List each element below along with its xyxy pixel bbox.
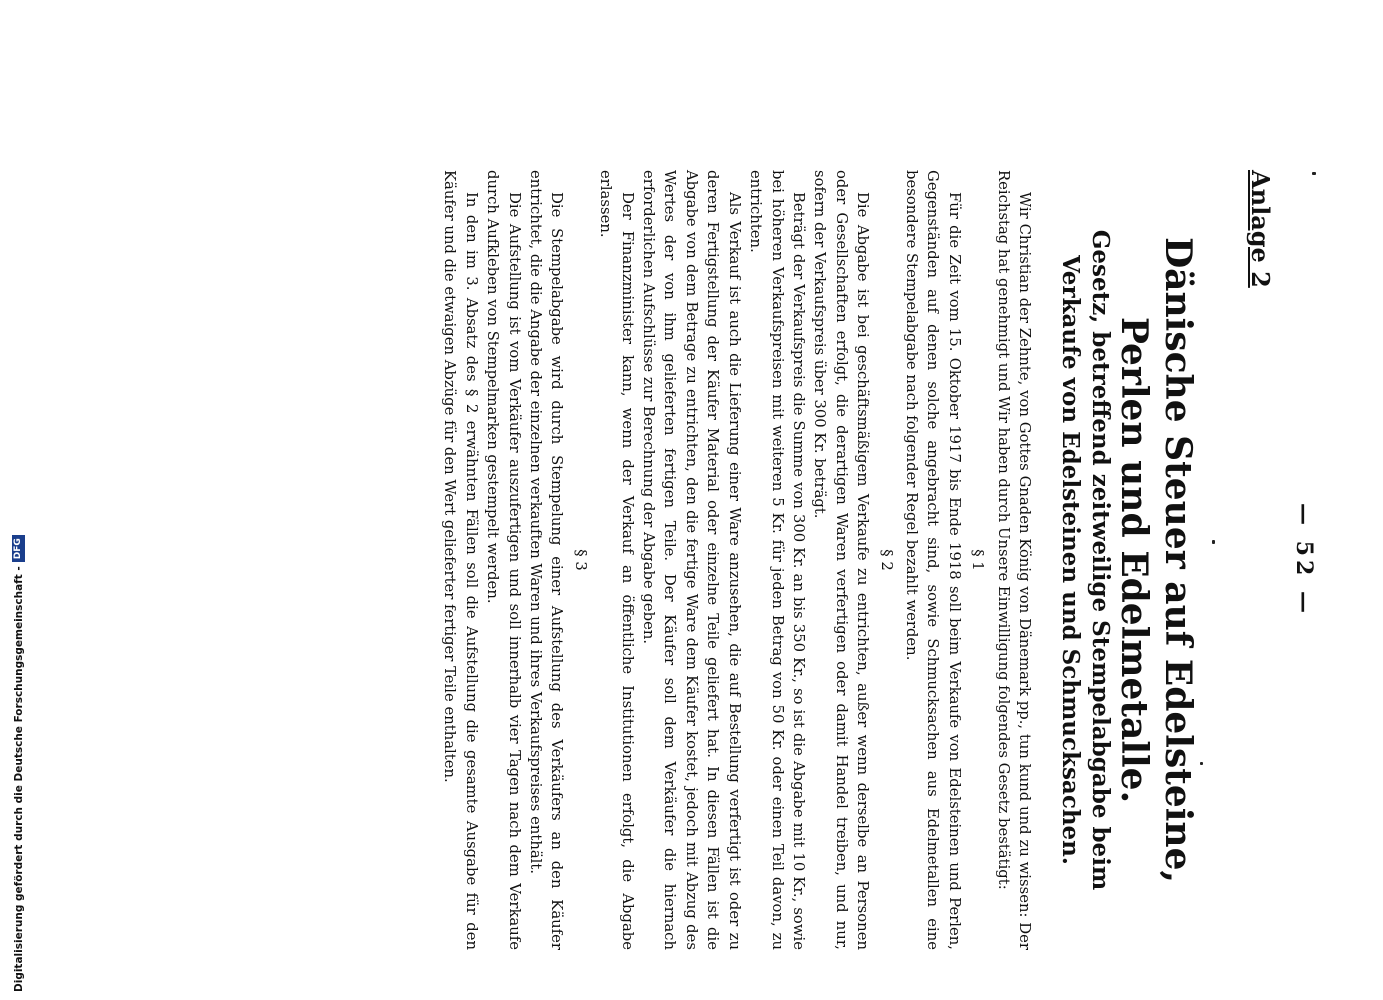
preamble: Wir Christian der Zehnte, von Gottes Gnaden König von Dänemark pp., tun kund und zu wissen: Der Reichstag hat genehmigt und Wir haben durch Unsere Einwilligung folgendes Gesetz bestätigt:	[994, 170, 1033, 950]
section-2-paragraph: Der Finanzminister kann, wenn der Verkauf an öffentliche Institutionen erfolgt, die Abgabe erlassen.	[597, 170, 636, 950]
section-2-paragraph: Beträgt der Verkaufspreis die Summe von 300 Kr. an bis 350 Kr., so ist die Abgabe mit 10 Kr., sowie bei höheren Verkaufspreisen mit weiteren 5 Kr. für jeden Betrag von 50 Kr. oder einen Teil davon, zu entrichten.	[747, 170, 807, 950]
document-title: Dänische Steuer auf Edelsteine, Perlen und Edelmetalle.	[1113, 236, 1199, 884]
scan-speck	[1212, 540, 1215, 544]
scanned-page	[145, 170, 1325, 950]
law-subtitle: Gesetz, betreffend zeitweilige Stempelabgabe beim Verkaufe von Edelsteinen und Schmucksachen.	[1057, 229, 1114, 891]
appendix-label: Anlage 2	[1246, 170, 1275, 288]
section-1-heading: § 1	[969, 549, 987, 571]
scan-speck	[1312, 172, 1316, 175]
page-number: — 52 —	[1291, 503, 1317, 617]
digitization-credit	[12, 535, 25, 992]
dfg-logo: DFG	[12, 535, 25, 562]
section-2-paragraph: Als Verkauf ist auch die Lieferung einer Ware anzusehen, die auf Bestellung verfertigt ist oder zu deren Fertigstellung der Käufer Material oder einzelne Teile geliefert hat. In diesen Fällen ist die Abgabe von dem Betrage zu entrichten, den die fertige Ware dem Käufer kostet, jedoch mit Abzug des Wertes der von ihm gelieferten fertigen Teile. Der Käufer soll dem Verkäufer die hiernach erforderlichen Aufschlüsse zur Berechnung der Abgabe geben.	[640, 170, 743, 950]
section-3-paragraph: Die Stempelabgabe wird durch Stempelung einer Aufstellung des Verkäufers an den Käufer entrichtet, die die Angabe der einzelnen verkauften Waren und ihres Verkaufspreises enthält.	[527, 170, 566, 950]
section-2-heading: § 2	[877, 549, 895, 571]
section-3-heading: § 3	[571, 549, 589, 571]
section-1-text: Für die Zeit vom 15. Oktober 1917 bis Ende 1918 soll beim Verkaufe von Edelsteinen und Perlen, Gegenständen auf denen solche angebracht sind, sowie Schmucksachen aus Edelmetallen eine besondere Stempelabgabe nach folgender Regel bezahlt werden.	[902, 170, 963, 950]
law-body	[439, 170, 1035, 950]
section-3-paragraph: In den im 3. Absatz des § 2 erwähnten Fällen soll die Aufstellung die gesamte Ausgabe für den Käufer und die etwaigen Abzüge für den Wert gelieferter fertiger Teile enthalten.	[441, 170, 480, 950]
section-2-paragraph: Die Abgabe ist bei geschäftsmäßigem Verkaufe zu entrichten, außer wenn derselbe an Personen oder Gesellschaften erfolgt, die derartigen Waren verfertigen oder damit Handel treiben, und nur, sofern der Verkaufspreis über 300 Kr. beträgt.	[811, 170, 872, 950]
scan-speck	[1200, 762, 1203, 765]
section-3-paragraph: Die Aufstellung ist vom Verkäufer auszufertigen und soll innerhalb vier Tagen nach dem Verkaufe durch Aufkleben von Stempelmarken gestempelt werden.	[484, 170, 523, 950]
credit-text: Digitalisierung gefördert durch die Deutsche Forschungsgemeinschaft -	[12, 566, 25, 992]
